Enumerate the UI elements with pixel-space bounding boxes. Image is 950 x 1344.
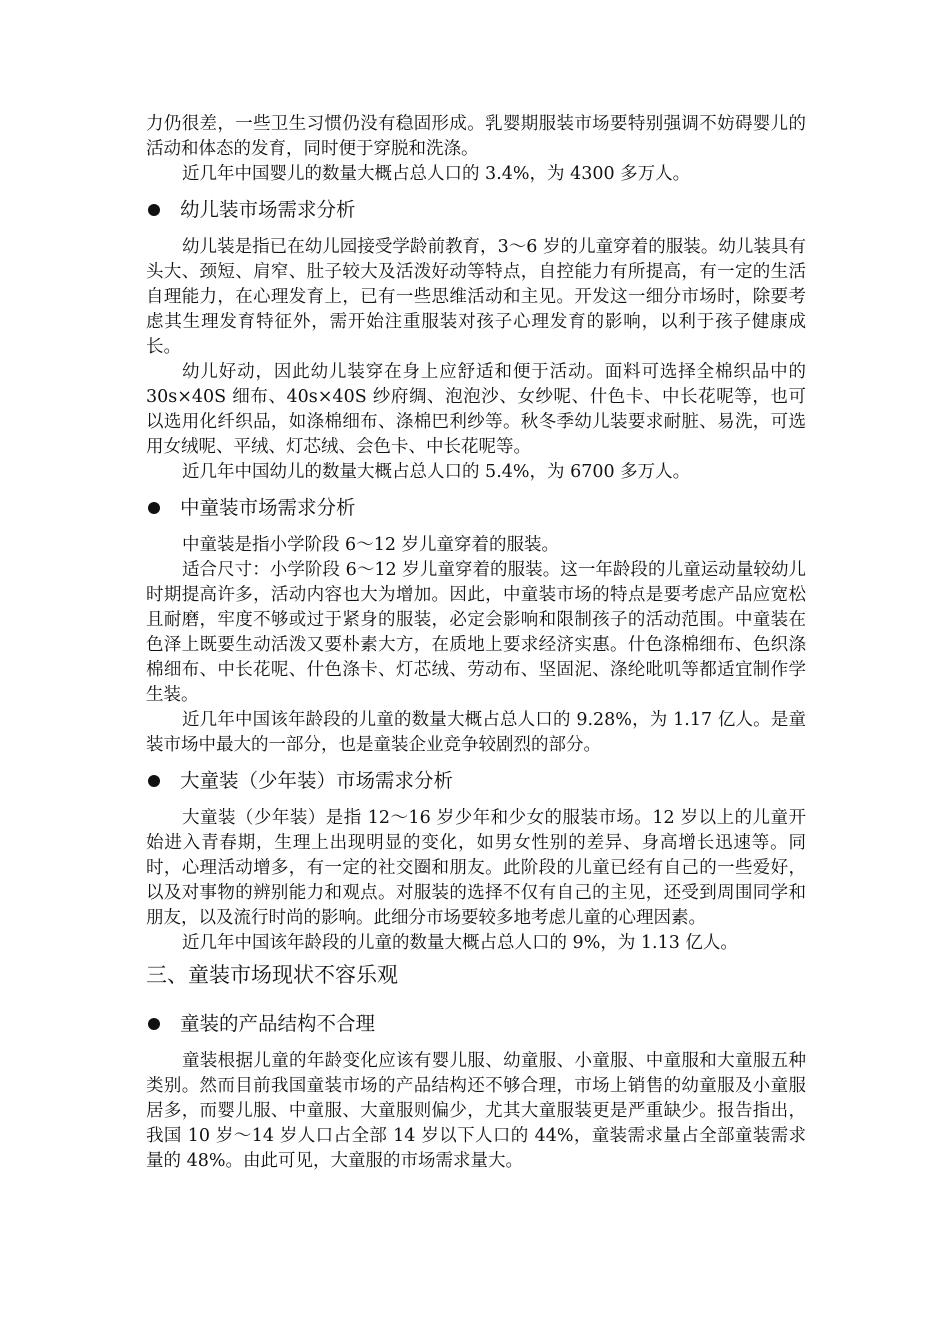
bullet-icon [148,502,160,514]
heading-product-structure [146,1010,806,1038]
heading-middle-child-market [146,494,806,522]
section-title-market-status: 三、童装市场现状不容乐观 [146,963,398,987]
paragraph-toddler-definition: 幼儿装是指已在幼儿园接受学龄前教育，3～6 岁的儿童穿着的服装。幼儿装具有头大、颈短、肩窄、肚子较大及活泼好动等特点，自控能力有所提高，有一定的生活自理能力，在心理发育上，已有一些思维活动和主见。开发这一细分市场时，除要考虑其生理发育特征外，需开始注重服装对孩子心理发育的影响，以利于孩子健康成长。 [146,237,806,357]
paragraph-teen-population: 近几年中国该年龄段的儿童的数量大概占总人口的 9%，为 1.13 亿人。 [182,933,738,953]
paragraph-toddler-population: 近几年中国幼儿的数量大概占总人口的 5.4%，为 6700 多万人。 [182,462,691,482]
paragraph-infant-care: 力仍很差，一些卫生习惯仍没有稳固形成。乳婴期服装市场要特别强调不妨碍婴儿的活动和体态的发育，同时便于穿脱和洗涤。 [146,114,806,159]
heading-text: 大童装（少年装）市场需求分析 [180,769,454,792]
heading-text: 中童装市场需求分析 [180,496,356,519]
paragraph-toddler-fabrics: 幼儿好动，因此幼儿装穿在身上应舒适和便于活动。面料可选择全棉织品中的 30s×40S 细布、40s×40S 纱府绸、泡泡沙、女纱呢、什色卡、中长花呢等，也可以选用化纤织品，如涤棉细布、涤棉巴利纱等。秋冬季幼儿装要求耐脏、易洗，可选用女绒呢、平绒、灯芯绒、会色卡、中长花呢等。 [146,362,806,457]
paragraph-middle-child-definition: 中童装是指小学阶段 6～12 岁儿童穿着的服装。 [182,535,560,555]
paragraph-teen-definition: 大童装（少年装）是指 12～16 岁少年和少女的服装市场。12 岁以上的儿童开始进入青春期，生理上出现明显的变化，如男女性别的差异、身高增长迅速等。同时，心理活动增多，有一定的社交圈和朋友。此阶段的儿童已经有自己的一些爱好，以及对事物的辨别能力和观点。对服装的选择不仅有自己的主见，还受到周围同学和朋友，以及流行时尚的影响。此细分市场要较多地考虑儿童的心理因素。 [146,808,806,928]
heading-toddler-market [146,196,806,224]
document-page [146,112,806,1174]
heading-text: 幼儿装市场需求分析 [180,198,356,221]
paragraph-infant-population: 近几年中国婴儿的数量大概占总人口的 3.4%，为 4300 多万人。 [182,164,691,184]
paragraph-middle-child-population: 近几年中国该年龄段的儿童的数量大概占总人口的 9.28%，为 1.17 亿人。是童装市场中最大的一部分，也是童装企业竞争较剧烈的部分。 [146,710,806,755]
heading-teen-market [146,767,806,795]
bullet-icon [148,1018,160,1030]
bullet-icon [148,775,160,787]
paragraph-product-structure: 童装根据儿童的年龄变化应该有婴儿服、幼童服、小童服、中童服和大童服五种类别。然而目前我国童装市场的产品结构还不够合理，市场上销售的幼童服及小童服居多，而婴儿服、中童服、大童服则偏少，尤其大童服装更是严重缺少。报告指出，我国 10 岁～14 岁人口占全部 14 岁以下人口的 44%，童装需求量占全部童装需求量的 48%。由此可见，大童服的市场需求量大。 [146,1051,806,1171]
heading-text: 童装的产品结构不合理 [180,1012,376,1035]
bullet-icon [148,204,160,216]
paragraph-middle-child-features: 适合尺寸：小学阶段 6～12 岁儿童穿着的服装。这一年龄段的儿童运动量较幼儿时期提高许多，活动内容也大为增加。因此，中童装市场的特点是要考虑产品应宽松且耐磨，牢度不够或过于紧身的服装，必定会影响和限制孩子的活动范围。中童装在色泽上既要生动活泼又要朴素大方，在质地上要求经济实惠。什色涤棉细布、色织涤棉细布、中长花呢、什色涤卡、灯芯绒、劳动布、坚固泥、涤纶吡叽等都适宜制作学生装。 [146,560,806,705]
